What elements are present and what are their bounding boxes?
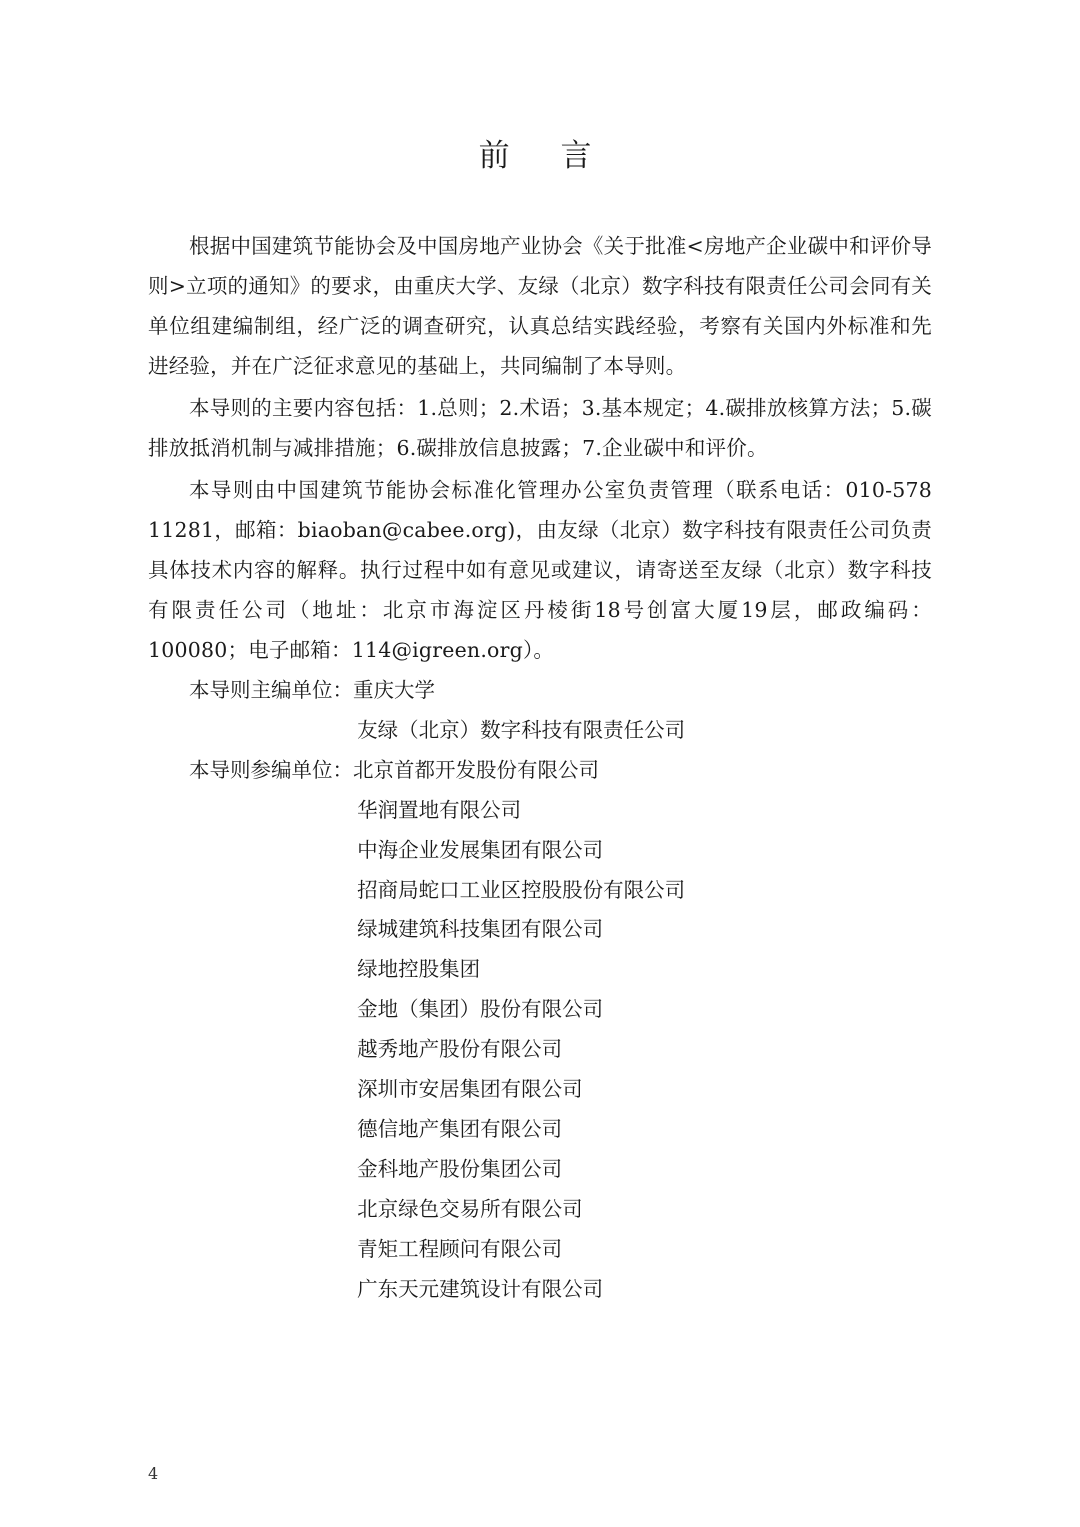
paragraph-management-contact: 本导则由中国建筑节能协会标准化管理办公室负责管理（联系电话：010-578 11281，邮箱：biaoban@cabee.org)，由友绿（北京）数字科技有限责任公司负责具体技术内容的解释。执行过程中如有意见或建议，请寄送至友绿（北京）数字科技有限责任公司（地址：北京市海淀区丹棱街18号创富大厦19层，邮政编码：100080；电子邮箱：114@igreen.org）。: [148, 477, 932, 662]
chief-editor-unit-1: 友绿（北京）数字科技有限责任公司: [357, 717, 686, 742]
page-number: 4: [148, 1464, 159, 1483]
participating-editor-unit-12: 青矩工程顾问有限公司: [357, 1237, 563, 1262]
participating-editor-unit-9: 德信地产集团有限公司: [357, 1117, 563, 1142]
participating-editor-unit-6: 金地（集团）股份有限公司: [357, 997, 604, 1022]
participating-editors-label: 本导则参编单位：: [189, 757, 353, 782]
paragraph-foreword-background: 根据中国建筑节能协会及中国房地产业协会《关于批准<房地产企业碳中和评价导则>立项的通知》的要求，由重庆大学、友绿（北京）数字科技有限责任公司会同有关单位组建编制组，经广泛的调查研究，认真总结实践经验，考察有关国内外标准和先进经验，并在广泛征求意见的基础上，共同编制了本导则。: [148, 234, 932, 378]
participating-editor-unit-2: 中海企业发展集团有限公司: [357, 837, 604, 862]
paragraph-main-contents: 本导则的主要内容包括：1.总则；2.术语；3.基本规定；4.碳排放核算方法；5.碳排放抵消机制与减排措施；6.碳排放信息披露；7.企业碳中和评价。: [148, 395, 932, 460]
chief-editor-line: [148, 671, 932, 711]
participating-editor-unit-8: 深圳市安居集团有限公司: [357, 1077, 583, 1102]
participating-editor-unit-10: 金科地产股份集团公司: [357, 1157, 563, 1182]
chief-editor-unit-0: 重庆大学: [353, 677, 435, 702]
participating-editors-line: [148, 751, 932, 791]
participating-editor-unit-7: 越秀地产股份有限公司: [357, 1037, 563, 1062]
page-title: 前 言: [478, 138, 602, 174]
participating-editor-unit-0: 北京首都开发股份有限公司: [353, 757, 599, 782]
participating-editor-unit-3: 招商局蛇口工业区控股股份有限公司: [357, 877, 686, 902]
participating-editor-unit-13: 广东天元建筑设计有限公司: [357, 1277, 604, 1302]
participating-editor-unit-1: 华润置地有限公司: [357, 797, 522, 822]
participating-editor-unit-11: 北京绿色交易所有限公司: [357, 1197, 583, 1222]
participating-editor-unit-5: 绿地控股集团: [357, 957, 481, 982]
chief-editor-label: 本导则主编单位：: [189, 677, 353, 702]
participating-editor-unit-4: 绿城建筑科技集团有限公司: [357, 917, 604, 942]
